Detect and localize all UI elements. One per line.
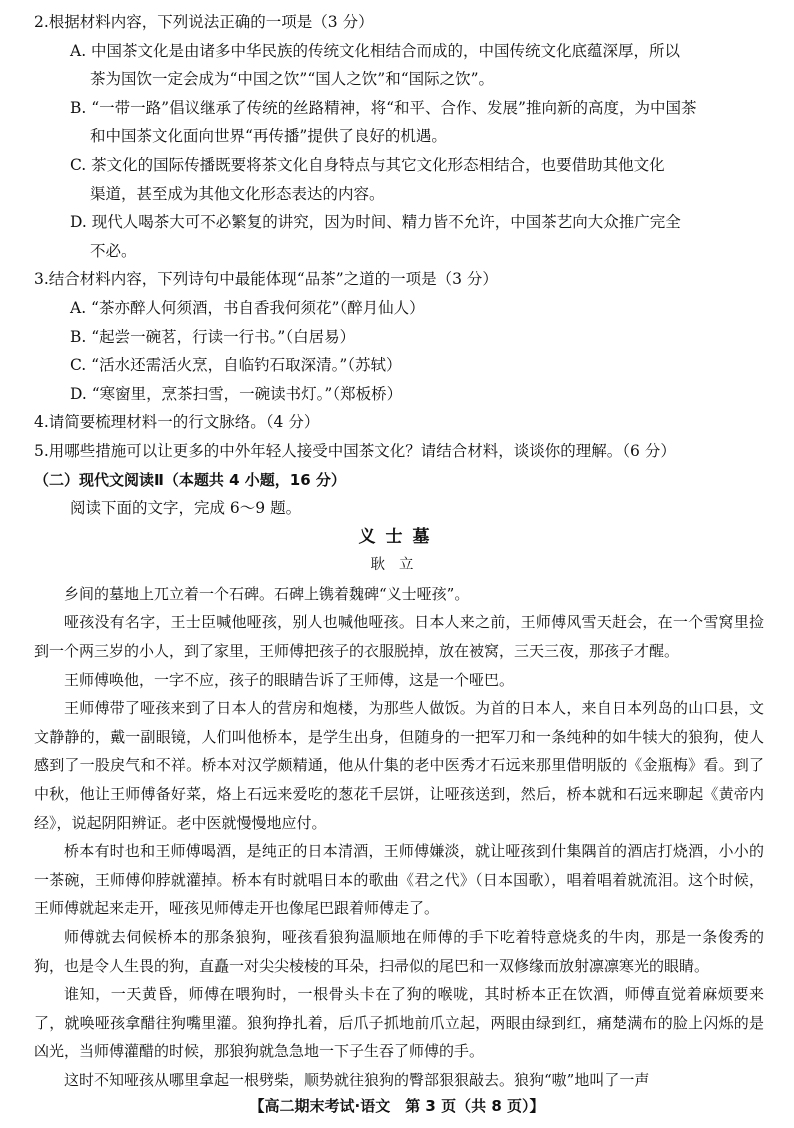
question-2-option-b: B. “一带一路”倡议继承了传统的丝路精神，将“和平、合作、发展”推向新的高度，为中国茶: [70, 98, 697, 117]
question-2-option-a-cont: 茶为国饮一定会成为“中国之饮”“国人之饮”和“国际之饮”。: [90, 70, 495, 89]
story-body: [34, 580, 764, 1095]
question-4: 4.请简要梳理材料一的行文脉络。（4 分）: [34, 413, 320, 432]
question-2-option-d-cont: 不必。: [90, 241, 137, 260]
story-paragraph: 谁知，一天黄昏，师傅在喂狗时，一根骨头卡在了狗的喉咙，其时桥本正在饮酒，师傅直觉着麻烦要来了，就唤哑孩拿醋往狗嘴里灌。狼狗挣扎着，后爪子抓地前爪立起，两眼由绿到红，痛楚满布的脸上闪烁的是凶光，当师傅灌醋的时候，那狼狗就急急地一下子生吞了师傅的手。: [34, 985, 764, 1061]
question-2-option-c-cont: 渠道，甚至成为其他文化形态表达的内容。: [90, 184, 385, 203]
question-3-stem: 3.结合材料内容，下列诗句中最能体现“品茶”之道的一项是（3 分）: [34, 270, 498, 289]
section-instruction: 阅读下面的文字，完成 6～9 题。: [70, 499, 302, 518]
question-2-option-a: A. 中国茶文化是由诸多中华民族的传统文化相结合而成的，中国传统文化底蕴深厚，所以: [70, 41, 681, 60]
question-3-option-b: B. “起尝一碗茗，行读一行书。”（白居易）: [70, 327, 356, 346]
section-heading: （二）现代文阅读Ⅱ（本题共 4 小题，16 分）: [34, 470, 346, 489]
story-paragraph: 哑孩没有名字，王士臣喊他哑孩，别人也喊他哑孩。日本人来之前，王师傅风雪天赶会，在一个雪窝里捡到一个两三岁的小人，到了家里，王师傅把孩子的衣服脱掉，放在被窝，三天三夜，那孩子才醒。: [34, 613, 764, 661]
page-footer: 【高二期末考试·语文 第 3 页（共 8 页）】: [249, 1097, 545, 1115]
story-paragraph: 桥本有时也和王师傅喝酒，是纯正的日本清酒，王师傅嫌淡，就让哑孩到什集隅首的酒店打烧酒，小小的一茶碗，王师傅仰脖就灌掉。桥本有时就唱日本的歌曲《君之代》（日本国歌），唱着唱着就流泪。这个时候，王师傅就起来走开，哑孩见师傅走开也像尾巴跟着师傅走了。: [34, 842, 764, 918]
question-2-stem: 2.根据材料内容，下列说法正确的一项是（3 分）: [34, 13, 374, 31]
story-paragraph: 师傅就去伺候桥本的那条狼狗，哑孩看狼狗温顺地在师傅的手下吃着特意烧炙的牛肉，那是一条俊秀的狗，也是令人生畏的狗，直矗一对尖尖棱棱的耳朵，扫帚似的尾巴和一双修缘而放射凛凛寒光的眼睛。: [34, 928, 764, 975]
question-2-option-d: D. 现代人喝茶大可不必繁复的讲究，因为时间、精力皆不允许，中国茶艺向大众推广完全: [70, 213, 681, 232]
story-paragraph: 王师傅带了哑孩来到了日本人的营房和炮楼，为那些人做饭。为首的日本人，来自日本列岛的山口县，文文静静的，戴一副眼镜，人们叫他桥本，是学生出身，但随身的一把军刀和一条纯种的如牛犊大的狼狗，使人感到了一股戾气和不祥。桥本对汉学颇精通，他从什集的老中医秀才石远来那里借明版的《金瓶梅》看。到了中秋，他让王师傅备好菜，烙上石远来爱吃的葱花千层饼，让哑孩送到，然后，桥本就和石远来聊起《黄帝内经》，说起阴阳辨证。老中医就慢慢地应付。: [34, 699, 764, 832]
question-5: 5.用哪些措施可以让更多的中外年轻人接受中国茶文化？请结合材料，谈谈你的理解。（6 分）: [34, 441, 676, 460]
story-paragraph: 这时不知哑孩从哪里拿起一根劈柴，顺势就往狼狗的臀部狠狠敲去。狼狗“嗷”地叫了一声: [64, 1070, 650, 1089]
story-title: 义士墓: [358, 526, 440, 547]
question-3-option-a: A. “茶亦醉人何须酒，书自香我何须花”（醉月仙人）: [70, 298, 425, 317]
story-paragraph: 乡间的墓地上兀立着一个石碑。石碑上镌着魏碑“义士哑孩”。: [64, 584, 470, 603]
question-2-option-c: C. 茶文化的国际传播既要将茶文化自身特点与其它文化形态相结合，也要借助其他文化: [70, 155, 665, 174]
question-2-option-b-cont: 和中国茶文化面向世界“再传播”提供了良好的机遇。: [90, 127, 447, 146]
question-3-option-c: C. “活水还需活火烹，自临钓石取深清。”（苏轼）: [70, 356, 402, 375]
story-author: 耿立: [370, 557, 428, 574]
question-3-option-d: D. “寒窗里，烹茶扫雪，一碗读书灯。”（郑板桥）: [70, 384, 403, 403]
story-paragraph: 王师傅唤他，一字不应，孩子的眼睛告诉了王师傅，这是一个哑巴。: [64, 670, 515, 689]
